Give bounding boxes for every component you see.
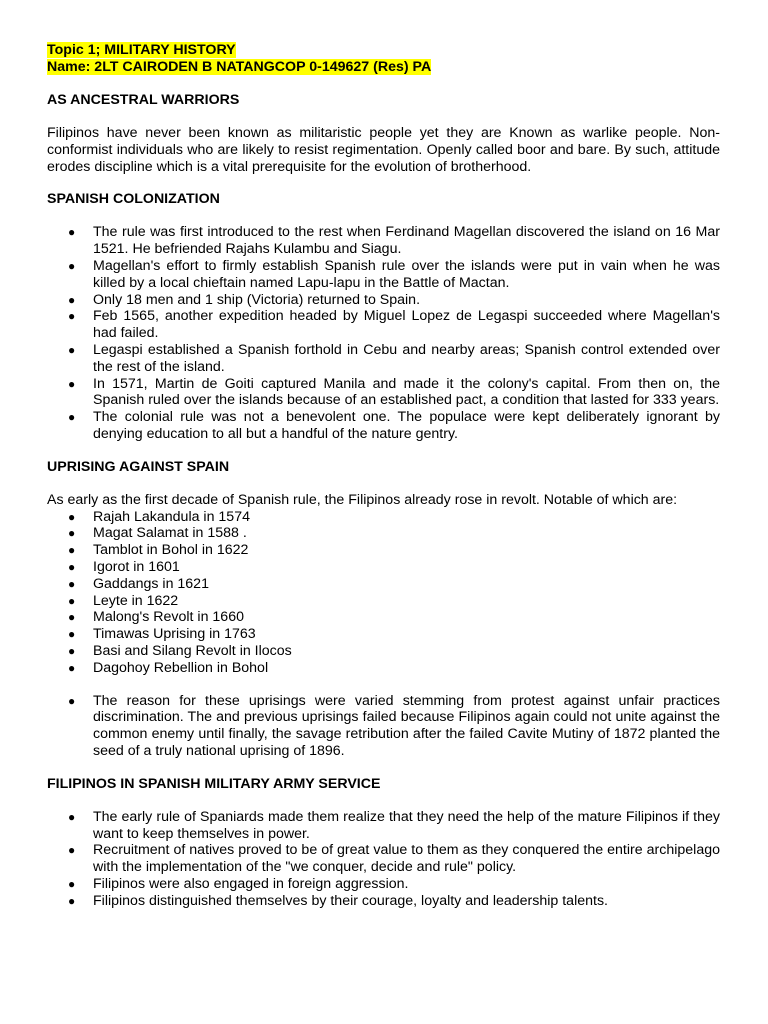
name-line: [47, 59, 720, 76]
bullet-icon: ●: [68, 410, 76, 425]
bullet-icon: ●: [68, 893, 76, 908]
list-item: ● The early rule of Spaniards made them realize that they need the help of the mature Filipinos if they want to keep themselves in power.: [68, 808, 720, 842]
list-item: ● Dagohoy Rebellion in Bohol: [68, 659, 269, 676]
list-item: ● Rajah Lakandula in 1574: [68, 508, 250, 525]
list-item: ● The colonial rule was not a benevolent one. The populace were kept deliberately ignorant by denying education to all but a handful of the nature gentry.: [68, 409, 720, 442]
list-item: ● The reason for these uprisings were varied stemming from protest against unfair practices discrimination. The and previous uprisings failed because Filipinos again could not unite against the common enemy until finally, the savage retribution after the failed Cavite Mutiny of 1872 planted the seed of a truly national uprising of 1896.: [68, 692, 720, 759]
bullet-icon: ●: [68, 843, 76, 858]
list-item: ● Basi and Silang Revolt in Ilocos: [68, 642, 292, 659]
list-item: ● Magat Salamat in 1588 .: [68, 525, 247, 542]
topic-line: [47, 42, 720, 59]
list-item: ● The rule was first introduced to the rest when Ferdinand Magellan discovered the island on 16 Mar 1521. He befriended Rajahs Kulambu and Siagu.: [68, 224, 720, 258]
heading-spanish-colonization: SPANISH COLONIZATION: [47, 191, 220, 208]
bullet-icon: ●: [68, 342, 76, 357]
bullet-icon: ●: [68, 225, 76, 240]
name-highlight: Name: 2LT CAIRODEN B NATANGCOP 0-149627 (Res) PA: [47, 59, 432, 75]
bullet-icon: ●: [68, 258, 76, 273]
list-item: ● Malong's Revolt in 1660: [68, 609, 244, 626]
list-item: ● Gaddangs in 1621: [68, 575, 209, 592]
bullet-icon: ●: [68, 309, 76, 324]
list-item: ● Leyte in 1622: [68, 592, 179, 609]
bullet-icon: ●: [68, 559, 76, 574]
bullet-icon: ●: [68, 643, 76, 658]
bullet-icon: ●: [68, 876, 76, 891]
bullet-icon: ●: [68, 543, 76, 558]
list-item: ● In 1571, Martin de Goiti captured Manila and made it the colony's capital. From then on, the Spanish ruled over the islands because of an established pact, a condition that lasted for 333 years.: [68, 375, 720, 409]
list-item: ● Timawas Uprising in 1763: [68, 626, 256, 643]
list-uprising-reason: [47, 693, 720, 760]
bullet-icon: ●: [68, 809, 76, 824]
list-item: ● Magellan's effort to firmly establish Spanish rule over the islands were put in vain when he was killed by a local chieftain named Lapu-lapu in the Battle of Mactan.: [68, 257, 720, 291]
list-item: ● Filipinos were also engaged in foreign aggression.: [68, 875, 409, 892]
paragraph-ancestral: Filipinos have never been known as militaristic people yet they are Known as warlike people. Non-conformist individuals who are likely to resist regimentation. Openly called boor and bare. By such, attitude erodes discipline which is a vital prerequisite for the evolution of brotherhood.: [47, 125, 720, 175]
bullet-icon: ●: [68, 376, 76, 391]
bullet-icon: ●: [68, 509, 76, 524]
list-item: ● Tamblot in Bohol in 1622: [68, 542, 249, 559]
bullet-icon: ●: [68, 693, 76, 708]
topic-highlight: Topic 1; MILITARY HISTORY: [47, 42, 236, 58]
bullet-icon: ●: [68, 593, 76, 608]
bullet-icon: ●: [68, 610, 76, 625]
list-revolts: [47, 509, 720, 677]
bullet-icon: ●: [68, 576, 76, 591]
bullet-icon: ●: [68, 627, 76, 642]
list-item: ● Igorot in 1601: [68, 558, 180, 575]
list-item: ● Filipinos distinguished themselves by their courage, loyalty and leadership talents.: [68, 892, 608, 909]
heading-ancestral-warriors: AS ANCESTRAL WARRIORS: [47, 92, 240, 108]
paragraph-uprising-intro: As early as the first decade of Spanish rule, the Filipinos already rose in revolt. Notable of which are:: [47, 491, 678, 508]
list-army-service: [47, 809, 720, 910]
heading-uprising-against-spain: UPRISING AGAINST SPAIN: [47, 458, 230, 475]
list-item: ● Feb 1565, another expedition headed by Miguel Lopez de Legaspi succeeded where Magellan's had failed.: [68, 308, 720, 342]
bullet-icon: ●: [68, 526, 76, 541]
list-item: ● Only 18 men and 1 ship (Victoria) returned to Spain.: [68, 291, 421, 308]
list-item: ● Recruitment of natives proved to be of great value to them as they conquered the entire archipelago with the implementation of the "we conquer, decide and rule" policy.: [68, 842, 720, 876]
heading-army-service: FILIPINOS IN SPANISH MILITARY ARMY SERVICE: [47, 775, 381, 792]
list-spanish-colonization: [47, 224, 720, 442]
list-item: ● Legaspi established a Spanish forthold in Cebu and nearby areas; Spanish control extended over the rest of the island.: [68, 341, 720, 375]
bullet-icon: ●: [68, 292, 76, 307]
bullet-icon: ●: [68, 660, 76, 675]
